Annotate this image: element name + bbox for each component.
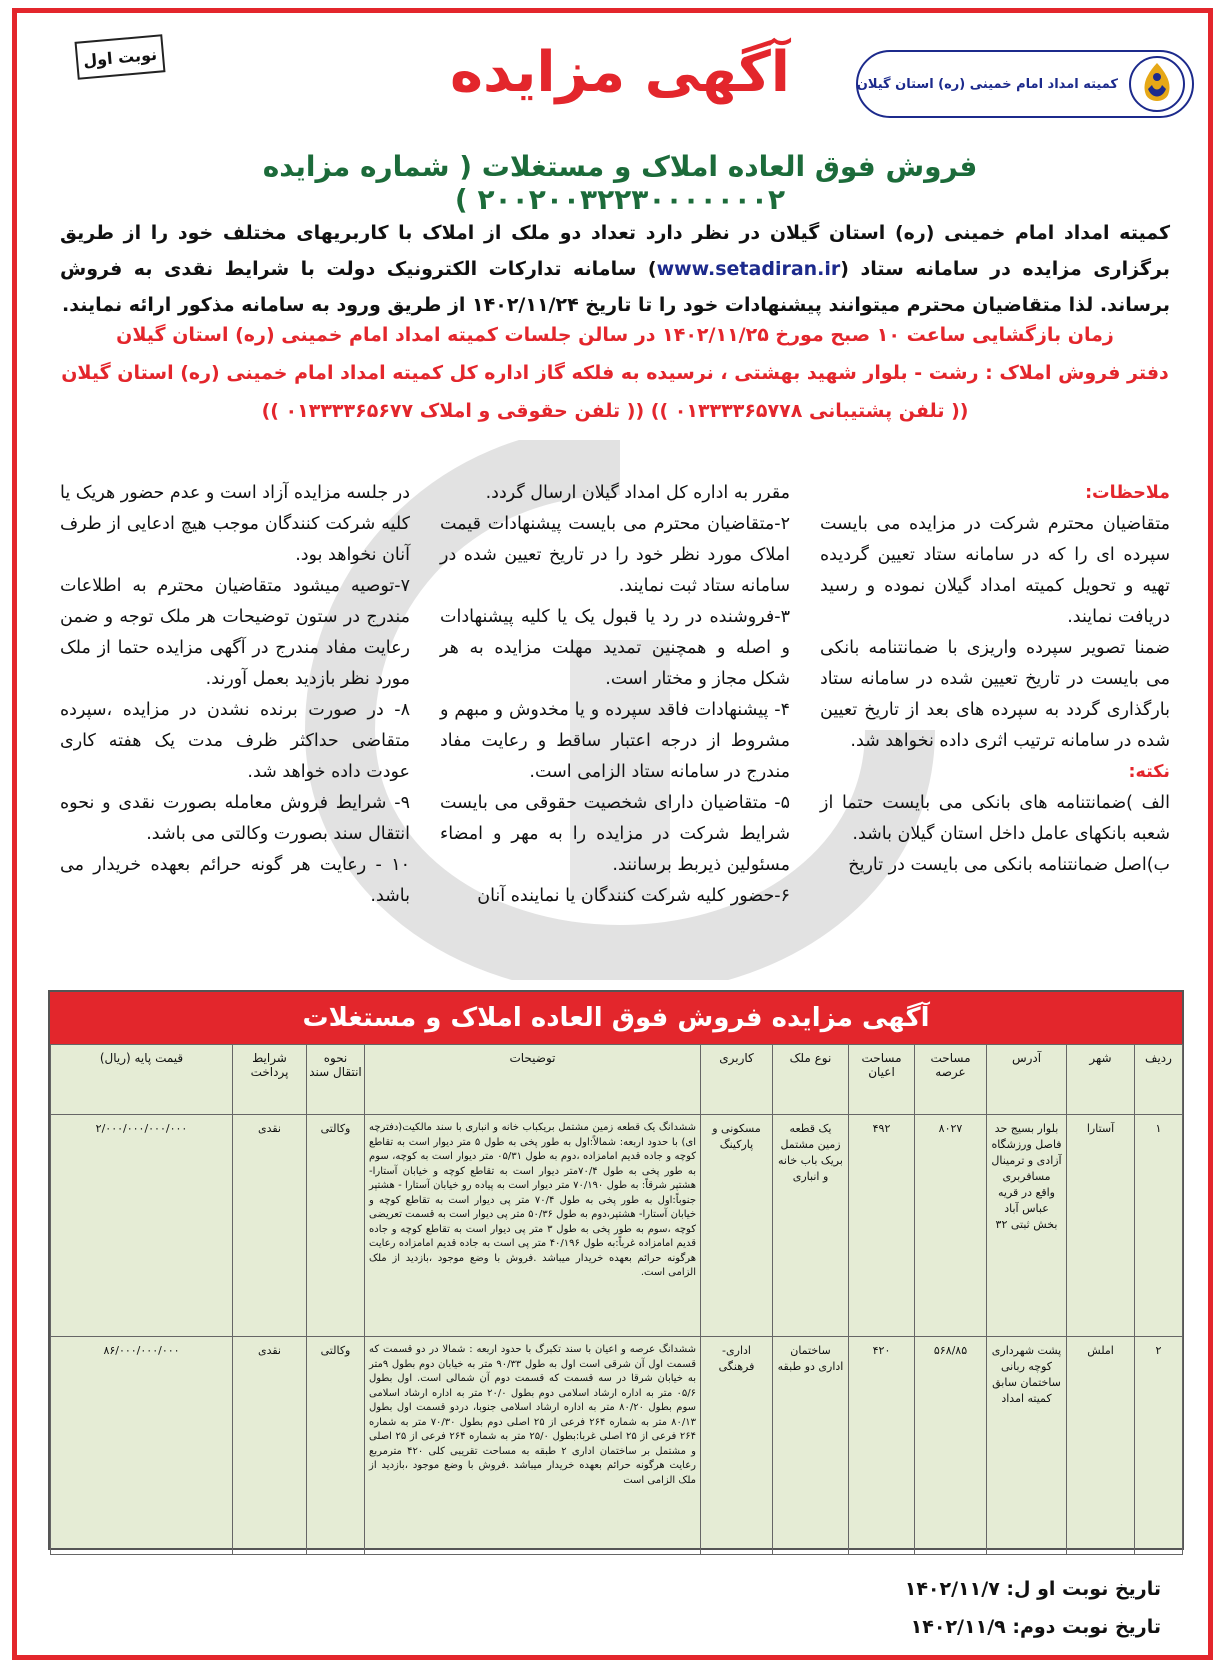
- cell-land-area: ۵۶۸/۸۵: [915, 1337, 987, 1555]
- cell-description: ششدانگ عرصه و اعیان با سند تکبرگ با حدود اربعه : شمالا در دو قسمت که قسمت اول آن شرقی است اول به طول ۹۰/۳۳ متر به خیابان دوم بطول ۹متر به خیابان شرقا در سه قسمت که قسمت دوم آن شمالی است. اول بطول ۰۵/۶ متر به اداره ارشاد اسلامی دوم بطول ۲۰/۰ متر به اداره ارشاد اسلامی سوم بطول ۸۰/۲۰ متر به اداره ارشاد اسلامی جنوبا، دردو قسمت اول بطول ۸۰/۱۳ متر به شماره ۲۶۴ فرعی از ۲۵ اصلی دوم بطول ۷۰/۳۰ متر به شماره ۲۶۴ فرعی از ۲۵ اصلی غربا:بطول ۲۵/۰ متر به شماره ۲۶۴ فرعی از ۲۵ اصلی و مشتمل بر ساختمان اداری ۲ طبقه به مساحت تقریبی کلی ۴۲۰ مترمربع رعایت هرگونه حرائم بعهده خریدار میباشد .فروش با وضع موجود ،بازدید از ملک الزامی است: [365, 1337, 701, 1555]
- term-5: ۵- متقاضیان دارای شخصیت حقوقی می بایست شرایط شرکت در مزایده را به مهر و امضاء مسئولین ذیربط برسانند.: [440, 793, 790, 875]
- term-3: ۳-فروشنده در رد یا قبول یک یا کلیه پیشنهادات و اصله و همچنین تمدید مهلت مزایده به هر شکل مجاز و مختار است.: [440, 607, 790, 689]
- header-building-area: مساحت اعیان: [849, 1045, 915, 1115]
- terms-column-left: [60, 478, 410, 912]
- first-publication-date: تاریخ نوبت او ل: ۱۴۰۲/۱۱/۷: [904, 1578, 1161, 1600]
- notes-heading: ملاحظات:: [1085, 483, 1170, 503]
- header-transfer: نحوه انتقال سند: [307, 1045, 365, 1115]
- header-usage: کاربری: [701, 1045, 773, 1115]
- cell-payment: نقدی: [233, 1337, 307, 1555]
- opening-time: زمان بازگشایی ساعت ۱۰ صبح مورخ ۱۴۰۲/۱۱/۲۵ در سالن جلسات کمیته امداد امام خمینی (ره) استان گیلان: [116, 324, 1114, 346]
- property-table-box: [48, 990, 1184, 1550]
- cell-property-type: یک قطعه زمین مشتمل بریک باب خانه و انباری: [773, 1115, 849, 1337]
- cell-usage: اداری- فرهنگی: [701, 1337, 773, 1555]
- intro-paragraph: [60, 215, 1170, 323]
- cell-transfer: وکالتی: [307, 1337, 365, 1555]
- cell-row-number: ۱: [1135, 1115, 1183, 1337]
- cell-city: املش: [1067, 1337, 1135, 1555]
- note-upload: ضمنا تصویر سپرده واریزی با ضمانتنامه بانکی می بایست در تاریخ تعیین شده در سامانه ستاد بارگذاری گردد به سپرده های بعد از تاریخ تعیین شده در سامانه ترتیب اثری داده نخواهد شد.: [820, 638, 1170, 751]
- header-land-area: مساحت عرصه: [915, 1045, 987, 1115]
- table-row: [51, 1115, 1183, 1337]
- cell-address: بلوار بسیج حد فاصل ورزشگاه آزادی و ترمینال مسافربری واقع در قریه عباس آباد بخش ثبتی ۳۲: [987, 1115, 1067, 1337]
- header-city: شهر: [1067, 1045, 1135, 1115]
- tip-heading: نکته:: [1128, 762, 1170, 782]
- cell-transfer: وکالتی: [307, 1115, 365, 1337]
- main-title: آگهی مزایده: [449, 40, 791, 105]
- term-2: ۲-متقاضیان محترم می بایست پیشنهادات قیمت املاک مورد نظر خود را در تاریخ تعیین شده در سامانه ستاد ثبت نمایند.: [440, 514, 790, 596]
- setadiran-link[interactable]: www.setadiran.ir: [656, 258, 841, 280]
- note-b: ب)اصل ضمانتنامه بانکی می بایست در تاریخ: [848, 855, 1170, 875]
- cell-row-number: ۲: [1135, 1337, 1183, 1555]
- note-b-continued: مقرر به اداره کل امداد گیلان ارسال گردد.: [485, 483, 790, 503]
- table-header-row: [51, 1045, 1183, 1115]
- header-row-number: ردیف: [1135, 1045, 1183, 1115]
- header-base-price: قیمت پایه (ریال): [51, 1045, 233, 1115]
- subtitle: فروش فوق العاده املاک و مستغلات ( شماره مزایده ۲۰۰۲۰۰۳۲۲۳۰۰۰۰۰۰۰۲ ): [262, 150, 978, 216]
- sales-office-address: دفتر فروش املاک : رشت - بلوار شهید بهشتی ، نرسیده به فلکه گاز اداره کل کمیته امداد امام خمینی (ره) استان گیلان: [61, 362, 1169, 384]
- term-6-continued: در جلسه مزایده آزاد است و عدم حضور هریک یا کلیه شرکت کنندگان موجب هیچ ادعایی از طرف آنان نخواهد بود.: [60, 483, 410, 565]
- term-4: ۴- پیشنهادات فاقد سپرده و یا مخدوش و مبهم و مشروط از درجه اعتبار ساقط و رعایت مفاد مندرج در سامانه ستاد الزامی است.: [440, 700, 790, 782]
- cell-building-area: ۴۹۲: [849, 1115, 915, 1337]
- phone-numbers: (( تلفن پشتیبانی ۰۱۳۳۳۳۶۵۷۷۸ )) (( تلفن حقوقی و املاک ۰۱۳۳۳۳۶۵۶۷۷ )): [261, 400, 969, 422]
- second-publication-date: تاریخ نوبت دوم: ۱۴۰۲/۱۱/۹: [910, 1616, 1161, 1638]
- header-property-type: نوع ملک: [773, 1045, 849, 1115]
- cell-building-area: ۴۲۰: [849, 1337, 915, 1555]
- header-payment: شرایط پرداخت: [233, 1045, 307, 1115]
- cell-description: ششدانگ یک قطعه زمین مشتمل بریکباب خانه و انباری با سند مالکیت(دفترچه ای) با حدود اربعه: شمالاً:اول به طور پخی به طول ۵ متر دیوار است به تقاطع کوچه و جاده قدیم امامزاده ،دوم به طول ۰۵/۳۱ متر دیوار است به کوچه، سوم به طور پخی به طول ۷۰/۴متر دیوار است به تقاطع کوچه و خیابان آستارا- هشتپر شرقاً: به طول ۷۰/۱۹۰ متر دیوار است به پیاده رو خیابان آستارا - هشتپر جنوباً:اول به طور پخی به طول ۷۰/۴ متر پی دیوار است به تقاطع کوچه و خیابان آستارا- هشتپر،دوم به طول ۵۰/۳۶ متر پی دیوار است به قسمت تعریضی کوچه ،سوم به طور پخی به طول ۳ متر پی دیوار است به تقاطع کوچه و جاده قدیم امامزاده غرباً:به طول ۴۰/۱۹۶ متر پی است به جاده قدیم امامزاده رعایت هرگونه حرائم بعهده خریدار میباشد .فروش با وضع موجود ،بازدید از ملک الزامی است.: [365, 1115, 701, 1337]
- cell-base-price: ۸۶/۰۰۰/۰۰۰/۰۰۰: [51, 1337, 233, 1555]
- terms-column-right: [820, 478, 1170, 881]
- cell-property-type: ساختمان اداری دو طبقه: [773, 1337, 849, 1555]
- terms-columns: [60, 478, 1170, 968]
- publication-dates: [905, 1570, 1161, 1646]
- intro-text-1: کمیته امداد امام خمینی (ره) استان گیلان در نظر دارد تعداد دو ملک از املاک با کاربریهای مختلف خود را از طریق برگزاری مزایده در سامانه ستاد (: [60, 222, 1170, 280]
- cell-address: پشت شهرداری کوچه ربانی ساختمان سابق کمیته امداد: [987, 1337, 1067, 1555]
- header-description: توضیحات: [365, 1045, 701, 1115]
- table-row: [51, 1337, 1183, 1555]
- cell-payment: نقدی: [233, 1115, 307, 1337]
- table-title: آگهی مزایده فروش فوق العاده املاک و مستغلات: [50, 992, 1182, 1044]
- intro-text-2: ) سامانه تدارکات الکترونیک دولت با شرایط نقدی به فروش برساند. لذا متقاضیان محترم میتوانند پیشنهادات خود را تا تاریخ ۱۴۰۲/۱۱/۲۴ از طریق ورود به سامانه مذکور ارائه نمایند.: [60, 258, 1170, 316]
- property-table: [50, 1044, 1183, 1555]
- term-6: ۶-حضور کلیه شرکت کنندگان یا نماینده آنان: [477, 886, 790, 906]
- note-a: الف )ضمانتنامه های بانکی می بایست حتما از شعبه بانکهای عامل داخل استان گیلان باشد.: [820, 793, 1170, 844]
- header-address: آدرس: [987, 1045, 1067, 1115]
- terms-column-middle: [440, 478, 790, 912]
- cell-land-area: ۸۰۲۷: [915, 1115, 987, 1337]
- first-publication-badge: نوبت اول: [75, 34, 166, 80]
- term-9: ۹- شرایط فروش معامله بصورت نقدی و نحوه انتقال سند بصورت وکالتی می باشد.: [60, 793, 410, 844]
- cell-base-price: ۲/۰۰۰/۰۰۰/۰۰۰/۰۰۰: [51, 1115, 233, 1337]
- term-8: ۸- در صورت برنده نشدن در مزایده ،سپرده متقاضی حداکثر ظرف مدت یک هفته کاری عودت داده خواهد شد.: [60, 700, 410, 782]
- cell-city: آستارا: [1067, 1115, 1135, 1337]
- organization-logo: [856, 50, 1194, 118]
- cell-usage: مسکونی و پارکینگ: [701, 1115, 773, 1337]
- note-deposit: متقاضیان محترم شرکت در مزایده می بایست سپرده ای را که در سامانه ستاد تعیین گردیده تهیه و تحویل کمیته امداد گیلان نموده و رسید دریافت نمایند.: [820, 514, 1170, 627]
- term-7: ۷-توصیه میشود متقاضیان محترم به اطلاعات مندرج در ستون توضیحات هر ملک توجه و ضمن رعایت مفاد مندرج در آگهی مزایده حتما از ملک مورد نظر بازدید بعمل آورند.: [60, 576, 410, 689]
- emblem-icon: [1128, 55, 1186, 113]
- term-10: ۱۰ - رعایت هر گونه حرائم بعهده خریدار می باشد.: [60, 855, 410, 906]
- logo-text: کمیته امداد امام خمینی (ره) استان گیلان: [856, 76, 1118, 92]
